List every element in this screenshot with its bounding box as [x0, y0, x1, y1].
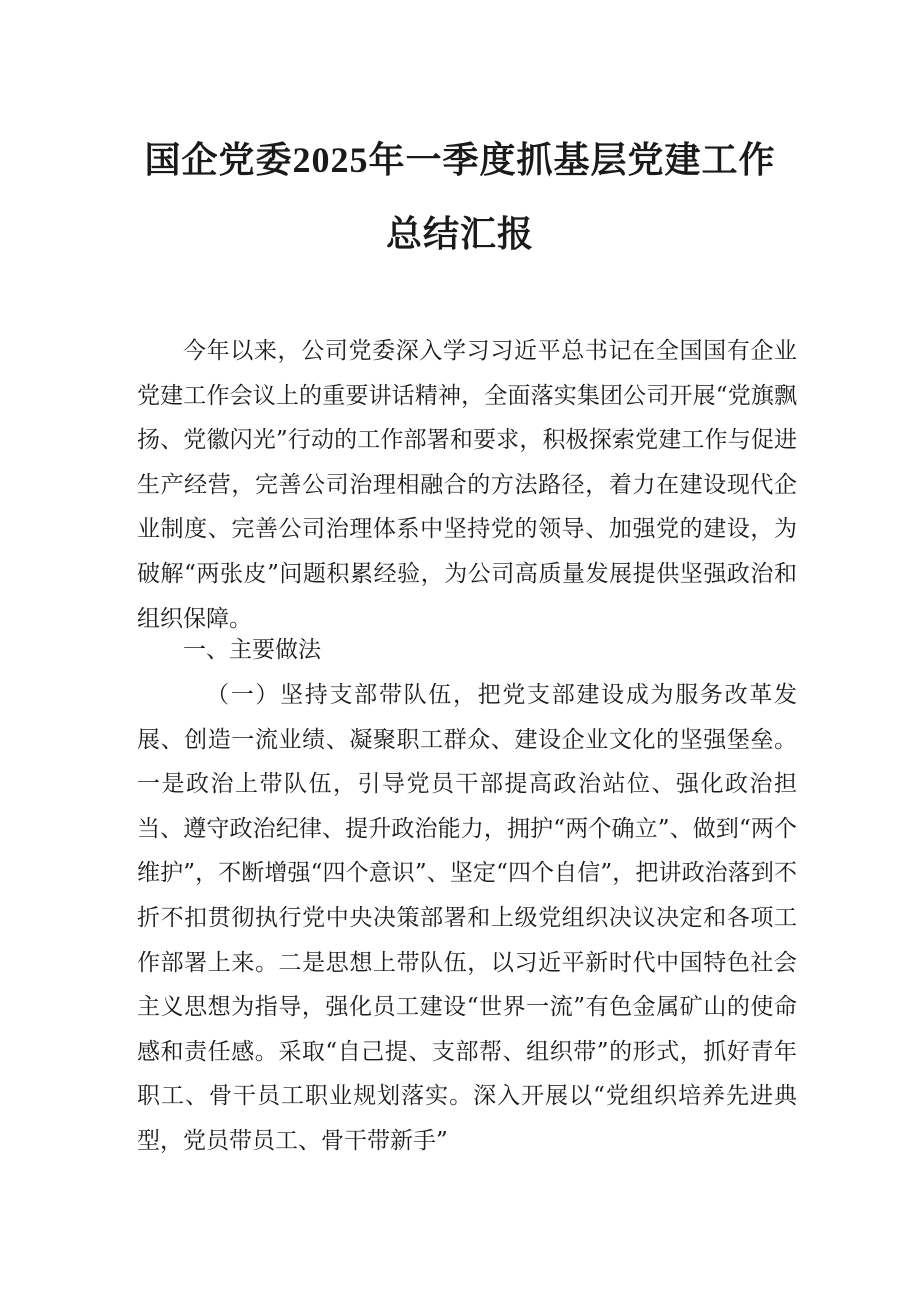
intro-paragraph: 今年以来，公司党委深入学习习近平总书记在全国国有企业党建工作会议上的重要讲话精神，全面落实集团公司开展“党旗飘扬、党徽闪光”行动的工作部署和要求，积极探索党建工作与促进生产经营，完善公司治理相融合的方法路径，着力在建设现代企业制度、完善公司治理体系中坚持党的领导、加强党的建设，为破解“两张皮”问题积累经验，为公司高质量发展提供坚强政治和组织保障。 [137, 338, 797, 632]
title-prefix: 国企党委 [144, 139, 293, 181]
title-suffix: 年一季度抓基层党建工作 [368, 139, 776, 181]
section-heading: 一、主要做法 [183, 637, 321, 663]
document-title-line-1 [0, 132, 920, 183]
title-year: 2025 [292, 140, 369, 180]
document-title-line-2: 总结汇报 [385, 213, 534, 255]
section-1-paragraph: （一）坚持支部带队伍，把党支部建设成为服务改革发展、创造一流业绩、凝聚职工群众、建设企业文化的坚强堡垒。一是政治上带队伍，引导党员干部提高政治站位、强化政治担当、遵守政治纪律、提升政治能力，拥护“两个确立”、做到“两个维护”，不断增强“四个意识”、坚定“四个自信”，把讲政治落到不折不扣贯彻执行党中央决策部署和上级党组织决议决定和各项工作部署上来。二是思想上带队伍，以习近平新时代中国特色社会主义思想为指导，强化员工建设“世界一流”有色金属矿山的使命感和责任感。采取“自己提、支部帮、组织带”的形式，抓好青年职工、骨干员工职业规划落实。深入开展以“党组织培养先进典型，党员带员工、骨干带新手” [137, 682, 797, 1154]
